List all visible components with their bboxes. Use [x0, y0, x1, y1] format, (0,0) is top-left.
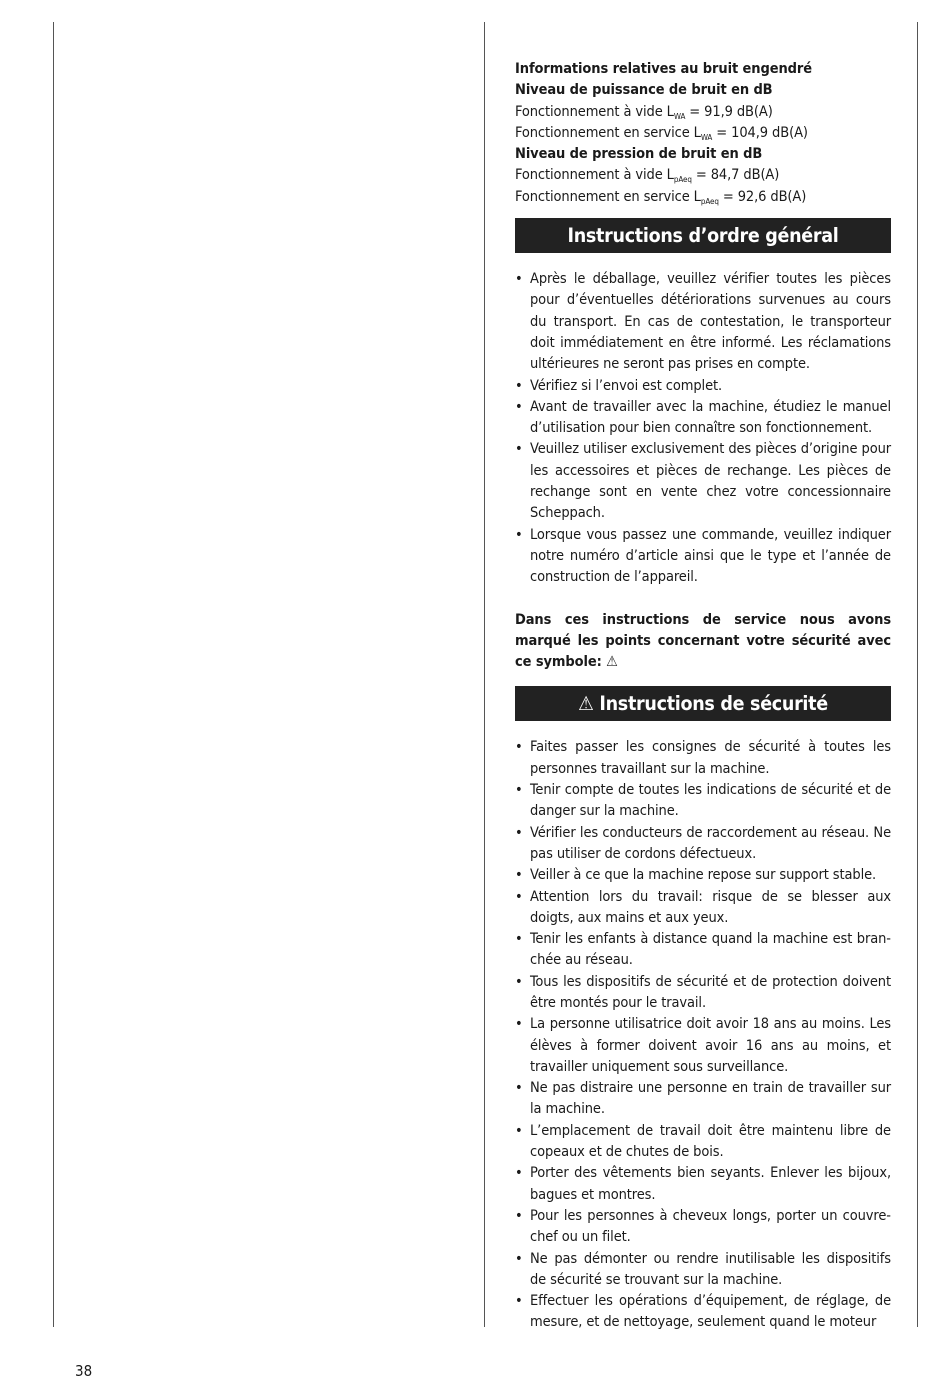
noise-heading: Informations relatives au bruit engendré	[515, 61, 812, 77]
list-item: • L’emplacement de travail doit être maintenu libre de copeaux et de chutes de bois.	[515, 1121, 891, 1164]
list-item: • Pour les personnes à cheveux longs, porter un couvrechef ou un filet.	[515, 1206, 891, 1249]
list-item: • La personne utilisatrice doit avoir 18 ans au moins. Les élèves à former doivent avoir 16 ans au moins, et travailler uniquement sous surveillance.	[515, 1014, 891, 1078]
list-item: • Effectuer les opérations d’équipement, de réglage, de mesure, et de nettoyage, seulement quand le moteur	[515, 1291, 891, 1334]
list-item: • Tenir les enfants à distance quand la machine est branchée au réseau.	[515, 929, 891, 972]
list-item: • Porter des vêtements bien seyants. Enlever les bijoux, bagues et montres.	[515, 1163, 891, 1206]
list-item: • Attention lors du travail: risque de se blesser aux doigts, aux mains et aux yeux.	[515, 887, 891, 930]
list-item: • Après le déballage, veuillez vérifier toutes les pièces pour d’éventuelles détériorations survenues au cours du transport. En cas de contestation, le transporteur doit immédiatement en être informé. Les réclamations ultérieures ne seront pas prises en compte.	[515, 269, 891, 375]
general-instructions-list	[515, 269, 891, 588]
list-item: • Vérifiez si l’envoi est complet.	[515, 376, 891, 397]
list-item: • Ne pas distraire une personne en train de travailler sur la machine.	[515, 1078, 891, 1121]
page-number: 38	[75, 1362, 93, 1380]
list-item: • Avant de travailler avec la machine, étudiez le manuel d’utilisation pour bien connaître son fonctionnement.	[515, 397, 891, 440]
list-item: • Tous les dispositifs de sécurité et de protection doivent être montés pour le travail.	[515, 972, 891, 1015]
list-item: • Veuillez utiliser exclusivement des pièces d’origine pour les accessoires et pièces de rechange. Les pièces de rechange sont en vente chez votre concessionnaire Scheppach.	[515, 439, 891, 524]
list-item: • Veiller à ce que la machine repose sur support stable.	[515, 865, 891, 886]
list-item: • Ne pas démonter ou rendre inutilisable les dispositifs de sécurité se trouvant sur la machine.	[515, 1249, 891, 1292]
list-item: • Tenir compte de toutes les indications de sécurité et de danger sur la machine.	[515, 780, 891, 823]
column-divider-rule	[484, 22, 485, 1327]
safety-symbol-notice: Dans ces instructions de service nous avons marqué les points concernant votre sécurité avec ce symbole: ⚠	[515, 611, 891, 671]
warning-triangle-icon: ⚠	[606, 654, 618, 671]
warning-triangle-icon: ⚠	[578, 692, 594, 716]
list-item: • Lorsque vous passez une commande, veuillez indiquer notre numéro d’article ainsi que le type et l’année de construction de l’appareil.	[515, 525, 891, 589]
safety-instructions-list	[515, 737, 891, 1333]
right-margin-rule	[917, 22, 918, 1327]
safety-instructions-heading: ⚠ Instructions de sécurité	[515, 686, 891, 721]
list-item: • Vérifier les conducteurs de raccordement au réseau. Ne pas utiliser de cordons défectueux.	[515, 823, 891, 866]
power-service-line: Fonctionnement en service $L_{WA} = 104,9$ dB(A)	[515, 124, 808, 142]
pressure-idle-line: Fonctionnement à vide $L_{pAeq} = 84,7$ dB(A)	[515, 167, 780, 185]
noise-section	[515, 59, 891, 208]
list-item: • Faites passer les consignes de sécurité à toutes les personnes travaillant sur la machine.	[515, 737, 891, 780]
left-margin-rule	[53, 22, 54, 1327]
pressure-service-line: Fonctionnement en service $L_{pAeq} = 92,6$ dB(A)	[515, 188, 807, 206]
power-heading: Niveau de puissance de bruit en dB	[515, 82, 773, 99]
power-idle-line: Fonctionnement à vide $L_{WA} = 91,9$ dB(A)	[515, 103, 773, 121]
pressure-heading: Niveau de pression de bruit en dB	[515, 146, 763, 163]
right-column	[515, 59, 891, 1334]
general-instructions-heading: Instructions d’ordre général	[515, 218, 891, 253]
